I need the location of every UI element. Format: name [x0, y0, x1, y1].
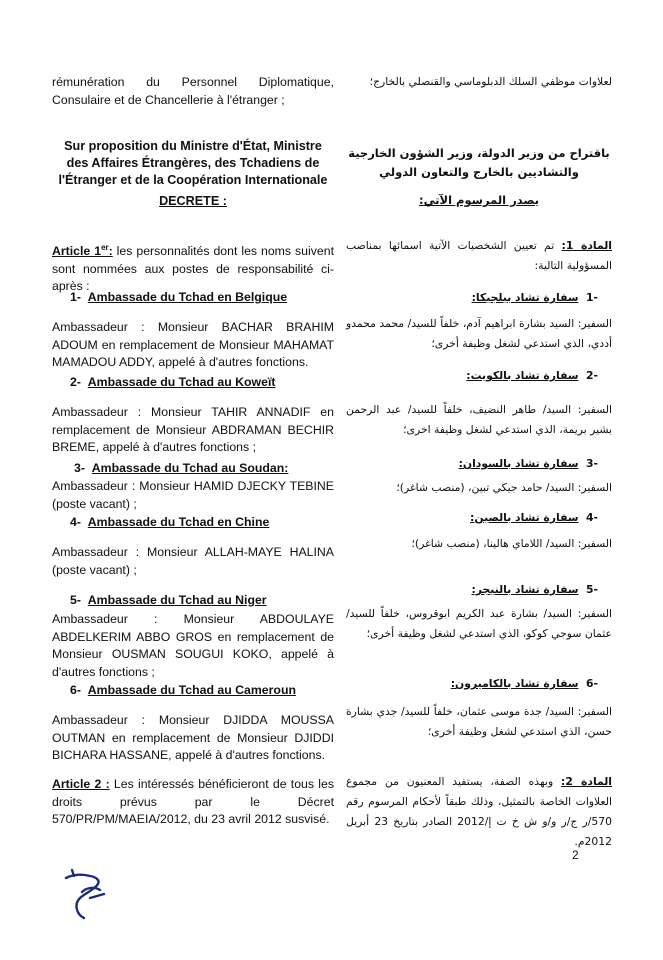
embassy-6-title-fr: 6- Ambassade du Tchad au Cameroun [70, 683, 296, 697]
embassy-2-title-fr: 2- Ambassade du Tchad au Koweït [70, 375, 276, 389]
embassy-3-text-fr: Ambassadeur : Monsieur HAMID DJECKY TEBINE (poste vacant) ; [52, 479, 334, 511]
article1-ar-text: تم تعيين الشخصيات الآتية اسمائها بمناصب المسؤولية التالية: [346, 239, 612, 272]
page-number: 2 [572, 848, 579, 862]
article2-ar [346, 772, 612, 852]
article1-ar [346, 236, 612, 276]
embassy-6-text-fr: Ambassadeur : Monsieur DJIDDA MOUSSA OUTMAN en remplacement de Monsieur DJIDDI BICHARA HASSANE, appelé à d'autres fonctions. [52, 713, 334, 762]
embassy-3-text-ar: السفير: السيد/ حامد جيكي تبين، (منصب شاغر)؛ [396, 481, 612, 494]
embassy-5-text-ar: السفير: السيد/ بشارة عبد الكريم ابوقروس، خلفاً للسيد/ عثمان سوجي كوكو، الذي استدعي لشغل وظيفة أخرى؛ [346, 607, 612, 640]
embassy-5-title-fr: 5- Ambassade du Tchad au Niger [70, 593, 267, 607]
embassy-6-text-ar: السفير: السيد/ جدة موسى عثمان، خلفاً للسيد/ جدي بشارة حسن، الذي استدعي لشغل وظيفة أخرى؛ [346, 705, 612, 738]
proposal-fr: Sur proposition du Ministre d'État, Ministre des Affaires Étrangères, des Tchadiens de l'Étranger et de la Coopération Internationale [58, 139, 328, 187]
signature-icon [60, 868, 116, 924]
article2-fr-text: Les intéressés bénéficieront de tous les droits prévus par le Décret 570/PR/PM/MAEIA/2012, du 23 avril 2012 susvisé. [52, 777, 334, 826]
embassy-6-title-ar: -6 سفارة تشاد بالكاميرون: [450, 677, 598, 690]
embassy-5-title-ar: -5 سفارة تشاد بالنيجر: [471, 583, 598, 596]
embassy-4-title-fr: 4- Ambassade du Tchad en Chine [70, 515, 270, 529]
article1-fr-text: les personnalités dont les noms suivent sont nommées aux postes de responsabilité ci-après : [52, 244, 334, 294]
embassy-5-text-fr: Ambassadeur : Monsieur ABDOULAYE ABDELKERIM ABBO GROS en remplacement de Monsieur OUSMAN SOUGUI KOKO, appelé à d'autres fonctions ; [52, 612, 334, 679]
decree-fr: DECRETE : [159, 194, 227, 208]
embassy-2-title-ar: -2 سفارة تشاد بالكويت: [466, 369, 598, 382]
embassy-3-title-fr: 3- Ambassade du Tchad au Soudan: [74, 461, 289, 475]
article1-fr-label: Article 1er: [52, 243, 113, 259]
article1-ar-label: المادة 1: [561, 239, 612, 252]
embassy-3-title-ar: -3 سفارة تشاد بالسودان: [458, 457, 598, 470]
embassy-1-title-ar: -1 سفارة تشاد ببلجيكا: [471, 291, 598, 304]
embassy-4-text-ar: السفير: السيد/ اللاماي هالينا، (منصب شاغر)؛ [411, 537, 612, 550]
embassy-1-text-ar: السفير: السيد بشارة ابراهيم آدم، خلفاً للسيد/ محمد محمدو أددي، الذي استدعي لشغل وظيفة أخرى؛ [346, 317, 612, 350]
embassy-1-title-fr: 1- Ambassade du Tchad en Belgique [70, 290, 288, 304]
embassy-2-text-fr: Ambassadeur : Monsieur TAHIR ANNADIF en remplacement de Monsieur ABDRAMAN BECHIR BREME, appelé à d'autres fonctions ; [52, 405, 334, 454]
intro-fr: rémunération du Personnel Diplomatique, Consulaire et de Chancellerie à l'étranger ; [52, 75, 334, 107]
decree-ar: يصدر المرسوم الآتي: [418, 193, 540, 207]
proposal-ar: باقتراح من وزير الدولة، وزير الشؤون الخارجية والتشاديين بالخارج والتعاون الدولي [348, 146, 610, 179]
article2-fr-label: Article 2 : [52, 777, 110, 791]
embassy-4-title-ar: -4 سفارة تشاد بالصين: [470, 511, 598, 524]
article1-fr [52, 239, 334, 296]
embassy-4-text-fr: Ambassadeur : Monsieur ALLAH-MAYE HALINA (poste vacant) ; [52, 545, 334, 577]
intro-ar: لعلاوات موظفي السلك الدبلوماسي والقنصلي بالخارج؛ [369, 75, 612, 88]
article2-ar-label: المادة 2: [561, 775, 612, 788]
article2-fr [52, 776, 334, 829]
embassy-2-text-ar: السفير: السيد/ طاهر النضيف، خلفاً للسيد/ عبد الرحمن بشير بريمة، الذي استدعي لشغل وظيفة اخرى؛ [346, 403, 612, 436]
article2-ar-text: وبهذه الصفة، يستفيد المعنيون من مجموع العلاوات الخاصة بالتمثيل، وذلك طبقاً لأحكام المرسوم رقم 570/ر ج/ر و/و ش خ ت إ/2012 الصادر بتاريخ 23 أبريل 2012م. [346, 775, 612, 848]
embassy-1-text-fr: Ambassadeur : Monsieur BACHAR BRAHIM ADOUM en remplacement de Monsieur MAHAMAT MAMADOU ADDY, appelé à d'autres fonctions. [52, 320, 334, 369]
